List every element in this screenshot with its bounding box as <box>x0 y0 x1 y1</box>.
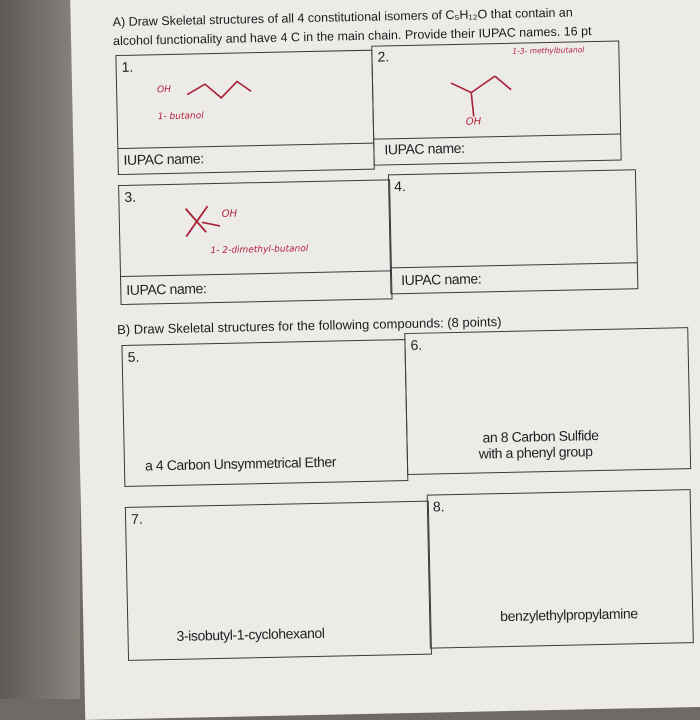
iupac-label: IUPAC name: <box>126 280 207 298</box>
answer-box-1[interactable] <box>115 50 374 175</box>
compound-label-line2: with a phenyl group <box>478 443 593 462</box>
answer-box-6[interactable] <box>404 327 691 475</box>
answer-box-3[interactable] <box>118 179 392 305</box>
box-number: 7. <box>130 510 143 527</box>
compound-label: 3-isobutyl-1-cyclohexanol <box>176 624 325 644</box>
iupac-divider <box>118 143 373 149</box>
compound-label: a 4 Carbon Unsymmetrical Ether <box>144 453 337 474</box>
iupac-divider <box>391 262 637 268</box>
iupac-divider <box>374 134 620 140</box>
part-a-prompt-line1: A) Draw Skeletal structures of all 4 constitutional isomers of C₅H₁₂O that contain an <box>112 5 573 30</box>
box-number: 1. <box>121 58 134 75</box>
handwritten-name: 1- butanol <box>157 111 204 123</box>
handwritten-name: 1-3- methylbutanol <box>512 45 585 56</box>
answer-box-2[interactable] <box>371 41 621 166</box>
box-number: 5. <box>127 348 140 365</box>
compound-label-line1: an 8 Carbon Sulfide <box>482 427 599 446</box>
handwritten-oh: OH <box>465 116 482 128</box>
answer-box-5[interactable] <box>121 339 408 487</box>
worksheet-page <box>70 0 700 720</box>
part-b-prompt: B) Draw Skeletal structures for the following compounds: (8 points) <box>116 314 502 338</box>
handwritten-oh: OH <box>221 208 238 220</box>
box-number: 4. <box>394 178 407 195</box>
iupac-label: IUPAC name: <box>384 139 465 158</box>
box-number: 8. <box>432 498 445 515</box>
part-a-prompt-line2: alcohol functionality and have 4 C in the main chain. Provide their IUPAC names. 16 pt <box>112 24 592 49</box>
handwritten-name: 1- 2-dimethyl-butanol <box>210 244 309 257</box>
skeletal-structure-drawing <box>177 201 248 242</box>
iupac-divider <box>121 270 391 277</box>
skeletal-structure-drawing <box>175 71 266 113</box>
answer-box-7[interactable] <box>125 501 432 661</box>
desk-background <box>0 0 80 699</box>
answer-box-8[interactable] <box>427 489 694 648</box>
box-number: 6. <box>410 336 423 353</box>
answer-box-4[interactable] <box>388 169 638 294</box>
iupac-label: IUPAC name: <box>400 270 482 289</box>
skeletal-structure-drawing <box>432 54 523 116</box>
handwritten-oh: OH <box>157 84 172 96</box>
box-number: 2. <box>377 48 390 65</box>
iupac-label: IUPAC name: <box>123 150 204 168</box>
compound-label: benzylethylpropylamine <box>500 605 638 625</box>
box-number: 3. <box>124 188 137 205</box>
